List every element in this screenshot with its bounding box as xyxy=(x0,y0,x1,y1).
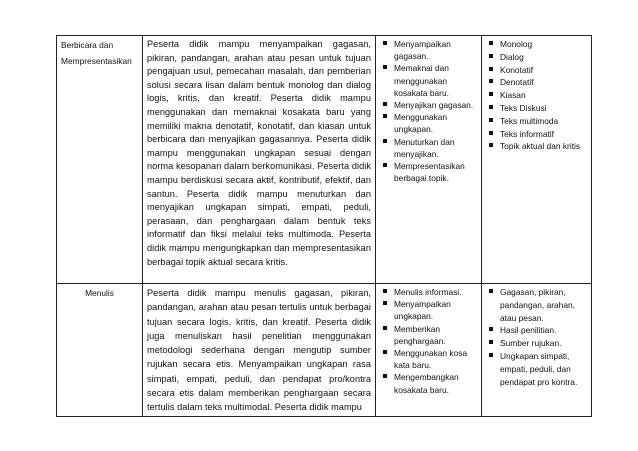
keywords-cell xyxy=(482,284,592,417)
list-item: Gagasan, pikiran, pandangan, arahan, atau pesan. xyxy=(486,286,587,324)
skill-label: Berbicara dan xyxy=(61,40,114,50)
list-item: Teks informatif xyxy=(486,128,587,141)
list-item: Teks multimoda xyxy=(486,115,587,128)
list-item: Menggunakan ungkapan. xyxy=(380,111,477,135)
table-row xyxy=(57,36,592,284)
skill-cell xyxy=(57,284,143,417)
list-item: Mempresentasikan berbagai topik. xyxy=(380,160,477,184)
points-cell xyxy=(376,284,482,417)
list-item: Menuturkan dan menyajikan. xyxy=(380,136,477,160)
description-cell: Peserta didik mampu menyampaikan gagasan, pikiran, pandangan, arahan atau pesan untuk tujuan pengajuan usul, pemecahan masalah, dan pemberian solusi secara lisan dalam bentuk monolog dan dialog logis, kritis, dan kreatif. Peserta didik mampu menggunakan dan memaknai kosakata baru yang memiliki makna denotatif, konotatif, dan kiasan untuk berbicara dan menyajikan gagasannya. Peserta didik mampu menggunakan ungkapan sesuai dengan norma kesopanan dalam berkomunikasi. Peserta didik mampu berdiskusi secara aktif, kontributif, efektif, dan santun. Peserta didik mampu menuturkan dan menyajikan ungkapan simpati, empati, peduli, perasaan, dan penghargaan dalam bentuk teks informatif dan fiksi melalui teks multimoda. Peserta didik mampu mengungkapkan dan mempresentasikan berbagai topik aktual secara kritis. xyxy=(143,36,376,284)
list-item: Menulis informasi. xyxy=(380,286,477,298)
list-item: Memaknai dan menggunakan kosakata baru. xyxy=(380,62,477,99)
list-item: Mengembangkan kosakata baru. xyxy=(380,371,477,395)
list-item: Teks Diskusi xyxy=(486,102,587,115)
list-item: Monolog xyxy=(486,38,587,51)
list-item: Ungkapan simpati, empati, peduli, dan pendapat pro kontra. xyxy=(486,350,587,388)
list-item: Menyajikan gagasan. xyxy=(380,99,477,111)
description-cell: Peserta didik mampu menulis gagasan, pikiran, pandangan, arahan atau pesan tertulis untuk berbagai tujuan secara logis, kritis, dan kreatif. Peserta didik juga menuliskan hasil penelitian menggunakan metodologi sederhana dengan mengutip sumber rujukan secara etis. Menyampaikan ungkapan rasa simpati, empati, peduli, dan pendapat pro/kontra secara etis dalam memberikan penghargaan secara tertulis dalam teks multimodal. Peserta didik mampu xyxy=(143,284,376,417)
list-item: Kiasan xyxy=(486,89,587,102)
list-item: Hasil penilitian. xyxy=(486,324,587,337)
list-item: Menyampaikan gagasan. xyxy=(380,38,477,62)
points-cell xyxy=(376,36,482,284)
list-item: Menggunakan kosa kata baru. xyxy=(380,347,477,371)
list-item: Denotatif xyxy=(486,76,587,89)
table-row xyxy=(57,284,592,417)
list-item: Dialog xyxy=(486,51,587,64)
list-item: Konotatif xyxy=(486,64,587,77)
skill-label: Mempresentasikan xyxy=(61,55,132,66)
competency-table xyxy=(56,35,592,417)
list-item: Topik aktual dan kritis xyxy=(486,140,587,153)
skill-cell xyxy=(57,36,143,284)
keywords-cell xyxy=(482,36,592,284)
skill-label: Menulis xyxy=(85,288,114,298)
list-item: Sumber rujukan. xyxy=(486,337,587,350)
list-item: Memberikan penghargaan. xyxy=(380,323,477,347)
list-item: Menyampaikan ungkapan. xyxy=(380,298,477,322)
